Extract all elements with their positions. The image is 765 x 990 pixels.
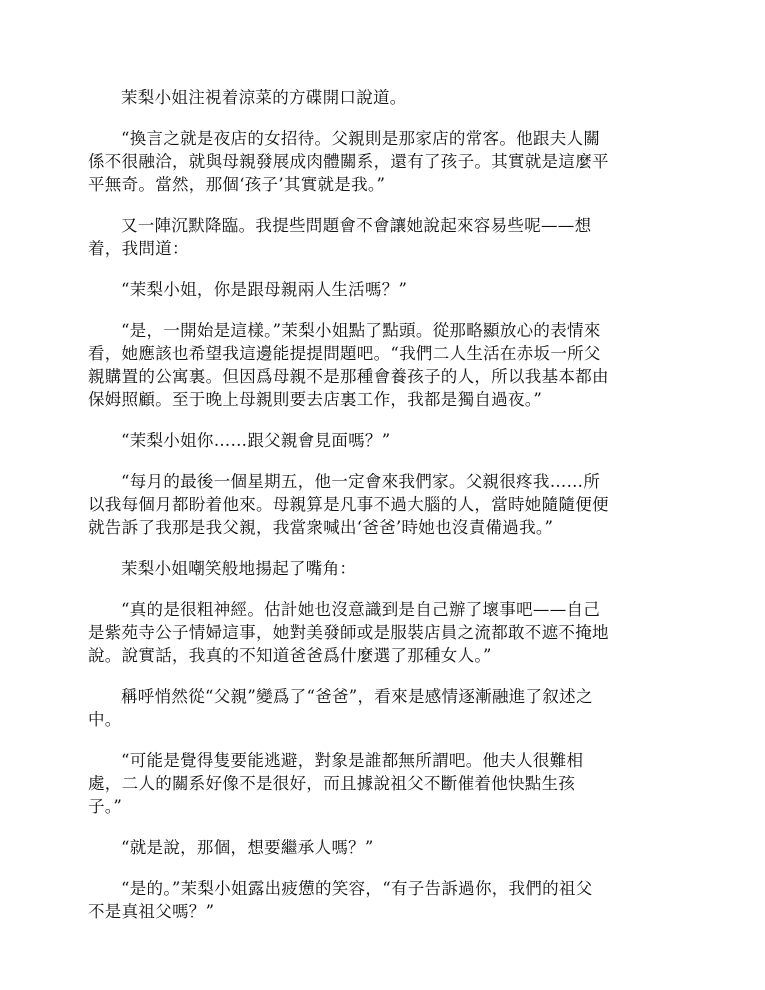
paragraph: “換言之就是夜店的女招待。父親則是那家店的常客。他跟夫人關 係不很融洽，就與母親發展成肉體關系，還有了孩子。其實就是這麼平 平無奇。當然，那個‘孩子’其實就是我。” [88, 129, 609, 194]
paragraph: “每月的最後一個星期五，他一定會來我們家。父親很疼我……所 以我每個月都盼着他來。母親算是凡事不過大腦的人，當時她隨隨便便 就告訴了我那是我父親，我當衆喊出‘爸爸’時她也沒責備過我。” [88, 472, 609, 537]
paragraph: 稱呼悄然從“父親”變爲了“爸爸”，看來是感情逐漸融進了叙述之 中。 [88, 687, 593, 729]
paragraph: “真的是很粗神經。估計她也沒意識到是自己辦了壞事吧——自己 是紫苑寺公子情婦這事，她對美發師或是服裝店員之流都敢不遮不掩地 說。說實話，我真的不知道爸爸爲什麼選了那種女人。” [88, 600, 609, 665]
paragraph: “可能是覺得隻要能逃避，對象是誰都無所謂吧。他夫人很難相 處，二人的關系好像不是很好，而且據說祖父不斷催着他快點生孩 子。” [88, 751, 584, 816]
paragraph: 茉梨小姐注視着涼菜的方碟開口說道。 [121, 88, 407, 107]
document-page [88, 86, 676, 941]
paragraph: “是的。”茉梨小姐露出疲憊的笑容，“有子告訴過你，我們的祖父 不是真祖父嗎？” [88, 879, 593, 921]
paragraph: 又一陣沉默降臨。我提些問題會不會讓她說起來容易些呢——想 着，我問道： [88, 216, 592, 258]
paragraph: “就是說，那個，想要繼承人嗎？” [121, 838, 374, 857]
paragraph: 茉梨小姐嘲笑般地揚起了嘴角： [121, 559, 357, 578]
paragraph: “是，一開始是這樣。”茉梨小姐點了點頭。從那略顯放心的表情來 看，她應該也希望我這邊能提提問題吧。“我們二人生活在赤坂一所父 親購置的公寓裏。但因爲母親不是那種會養孩子的人，所以我基本都由 保姆照顧。至于晚上母親則要去店裏工作，我都是獨自過夜。” [88, 321, 609, 409]
paragraph: “茉梨小姐你……跟父親會見面嗎？” [121, 431, 391, 450]
paragraph: “茉梨小姐，你是跟母親兩人生活嗎？” [121, 280, 408, 299]
